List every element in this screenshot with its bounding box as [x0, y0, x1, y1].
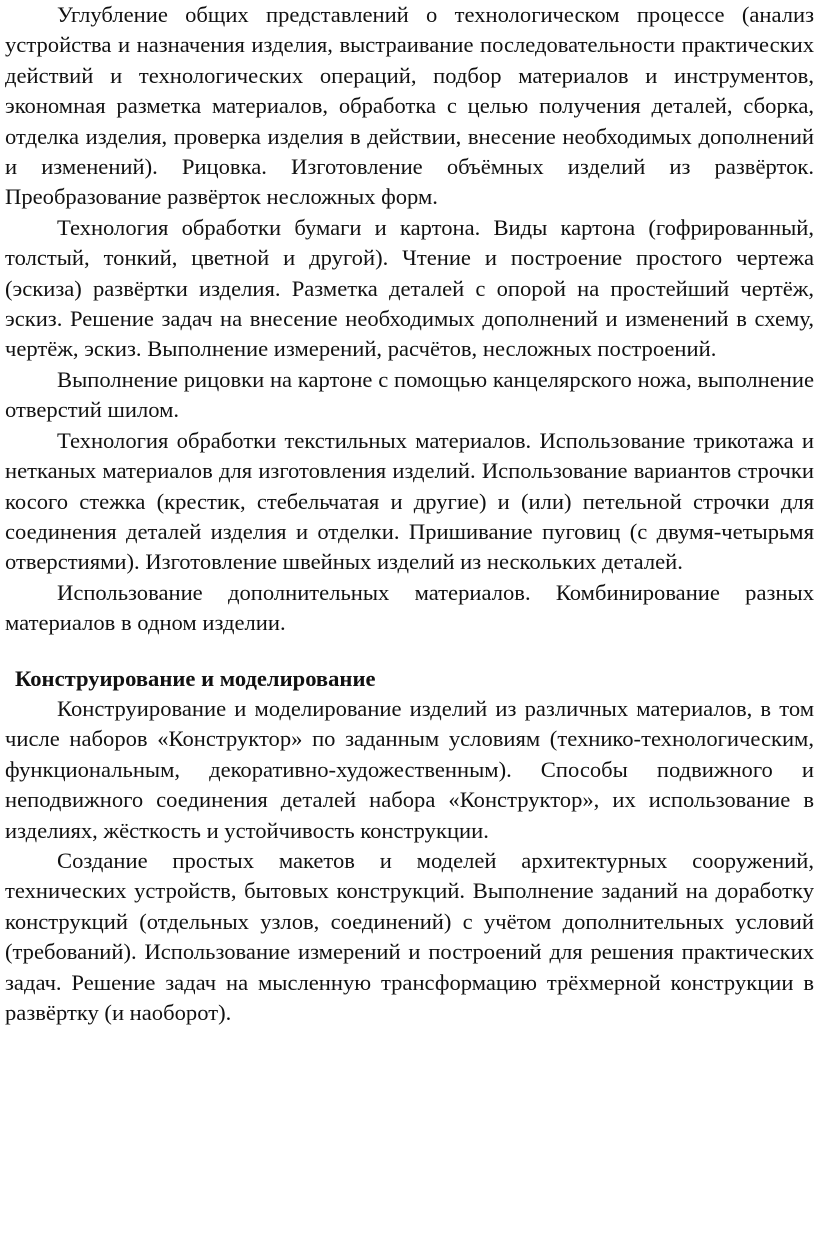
paragraph-scoring: Выполнение рицовки на картоне с помощью канцелярского ножа, выполнение отверстий шилом.: [5, 366, 814, 423]
paragraph-textile-materials: Технология обработки текстильных материалов. Использование трикотажа и нетканых материалов для изготовления изделий. Использование вариантов строчки косого стежка (крестик, стебельчатая и другие) и (или) петельной строчки для соединения деталей изделия и отделки. Пришивание пуговиц (с двумя-четырьмя отверстиями). Изготовление швейных изделий из нескольких деталей.: [5, 427, 814, 575]
construction-section-body: [5, 694, 814, 1028]
section-heading: Конструирование и моделирование: [15, 665, 376, 691]
paragraph-paper-cardboard: Технология обработки бумаги и картона. Виды картона (гофрированный, толстый, тонкий, цветной и другой). Чтение и построение простого чертежа (эскиза) развёртки изделия. Разметка деталей с опорой на простейший чертёж, эскиз. Решение задач на внесение необходимых дополнений и изменений в схему, чертёж, эскиз. Выполнение измерений, расчётов, несложных построений.: [5, 214, 814, 362]
paragraph-additional-materials: Использование дополнительных материалов. Комбинирование разных материалов в одном изделии.: [5, 579, 814, 636]
paragraph-construction-modeling: Конструирование и моделирование изделий из различных материалов, в том числе наборов «Конструктор» по заданным условиям (технико-технологическим, функциональным, декоративно-художественным). Способы подвижного и неподвижного соединения деталей набора «Конструктор», их использование в изделиях, жёсткость и устойчивость конструкции.: [5, 695, 814, 843]
technology-section-body: [5, 0, 814, 639]
paragraph-models-mockups: Создание простых макетов и моделей архитектурных сооружений, технических устройств, бытовых конструкций. Выполнение заданий на доработку конструкций (отдельных узлов, соединений) с учётом дополнительных условий (требований). Использование измерений и построений для решения практических задач. Решение задач на мысленную трансформацию трёхмерной конструкции в развёртку (и наоборот).: [5, 847, 814, 1025]
paragraph-technological-process: Углубление общих представлений о технологическом процессе (анализ устройства и назначения изделия, выстраивание последовательности практических действий и технологических операций, подбор материалов и инструментов, экономная разметка материалов, обработка с целью получения деталей, сборка, отделка изделия, проверка изделия в действии, внесение необходимых дополнений и изменений). Рицовка. Изготовление объёмных изделий из развёрток. Преобразование развёрток несложных форм.: [5, 2, 814, 210]
